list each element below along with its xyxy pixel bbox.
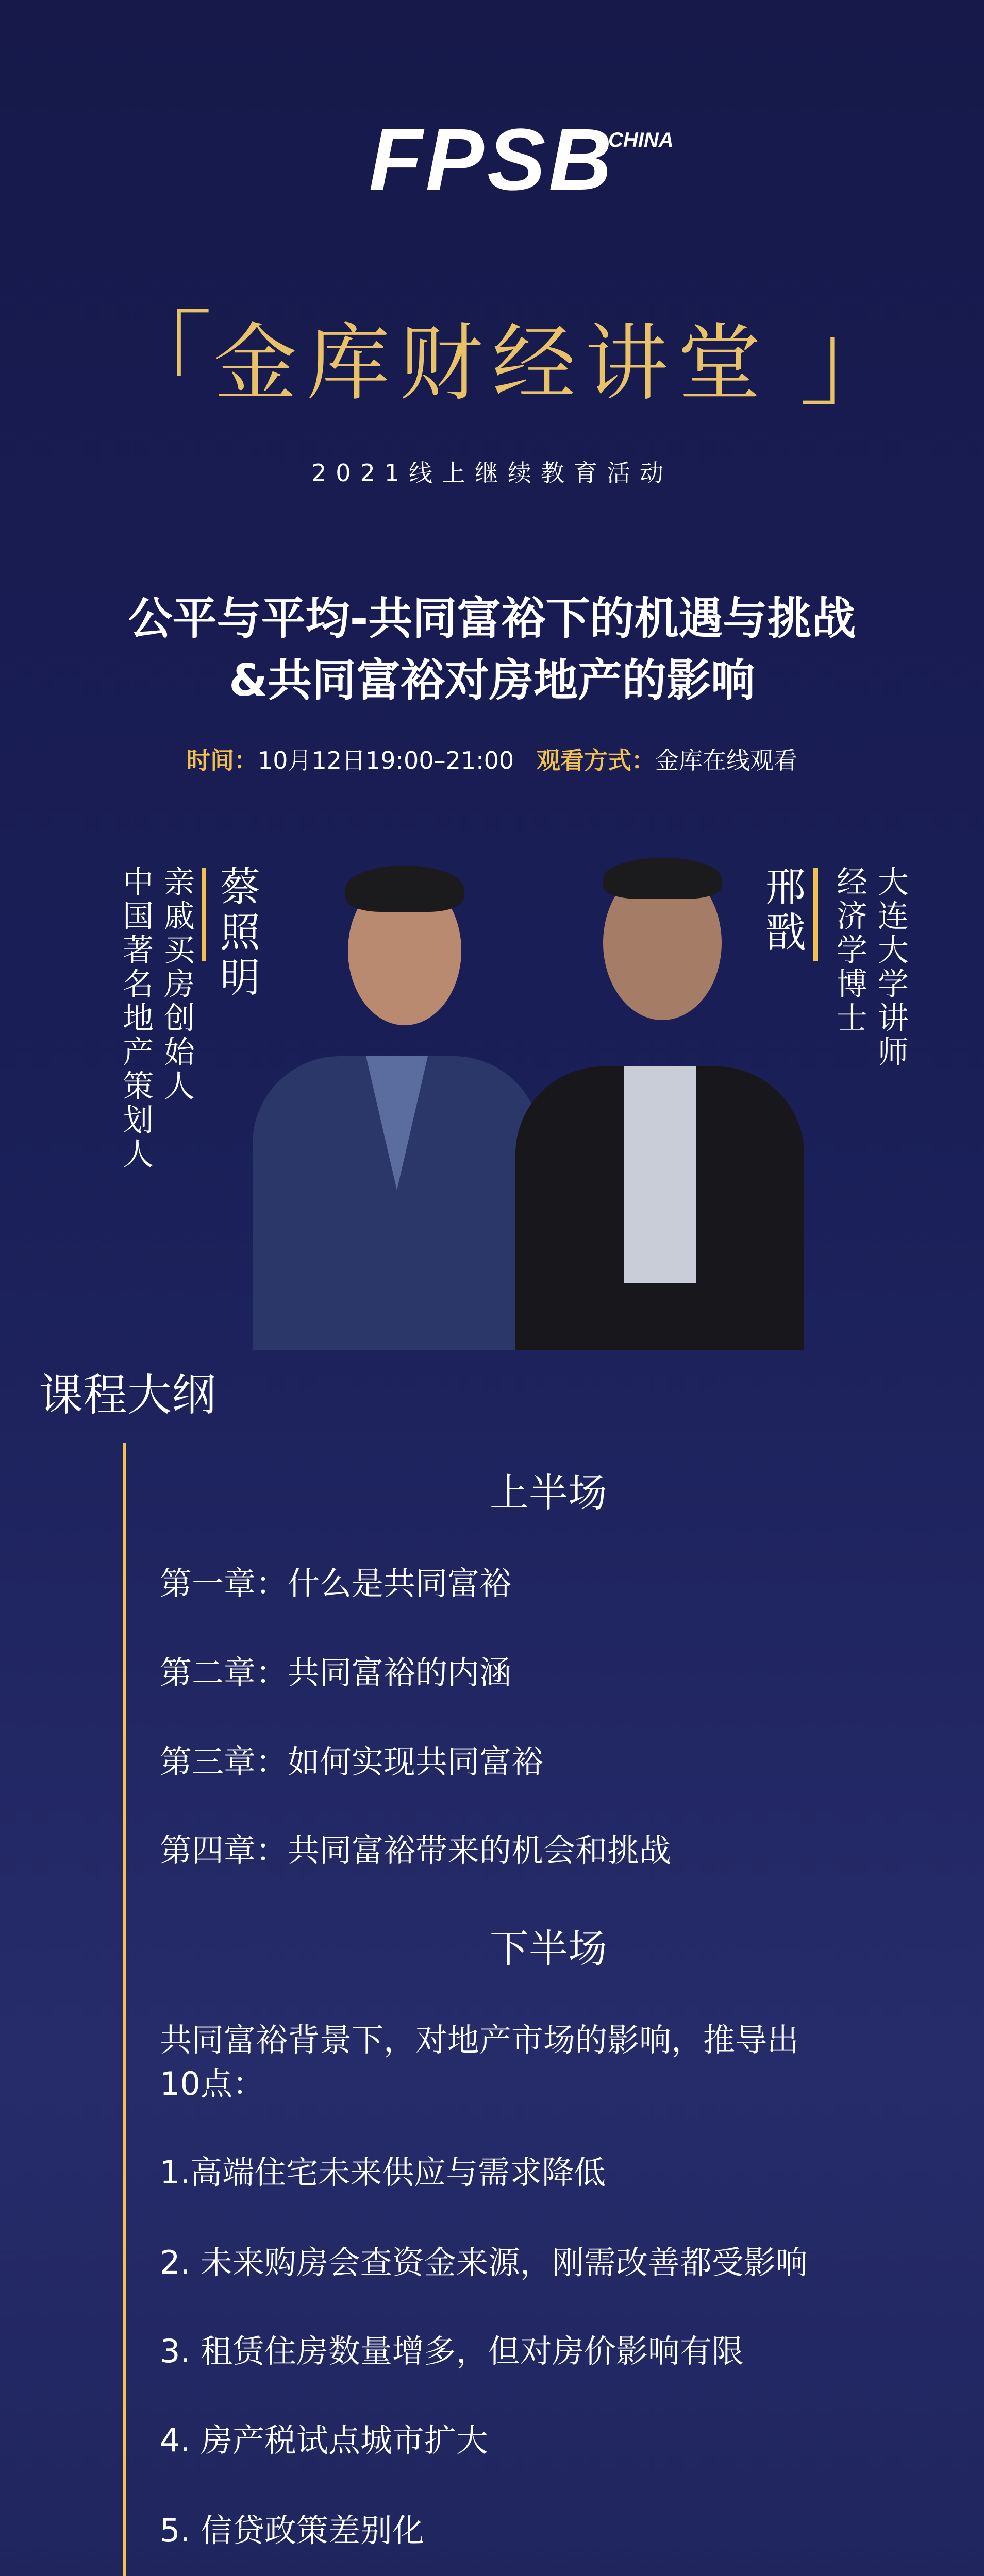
time-value: 10月12日19:00–21:00 [257, 747, 514, 774]
outline-point: 4. 房产税试点城市扩大 [160, 2421, 488, 2459]
speaker-2-title-line1: 大连大学讲师 [873, 866, 909, 1070]
outline-item: 第二章：共同富裕的内涵 [160, 1654, 512, 1691]
outline-timeline-vertical [123, 1443, 126, 2576]
bracket-left: 「 [109, 300, 213, 420]
watch-label: 观看方式： [537, 747, 656, 774]
speaker-1-title-line1: 亲戚买房创始人 [159, 866, 195, 1104]
outline-second-half-heading: 下半场 [490, 1926, 607, 1972]
logo-china-label: CHINA [608, 129, 674, 151]
lecture-title-line2: &共同富裕对房地产的影响 [229, 655, 755, 706]
outline-intro-line2: 10点： [160, 2065, 264, 2103]
event-subtitle: 2021线上继续教育活动 [311, 459, 673, 487]
time-and-watch-info [0, 742, 984, 776]
speaker-1-hair [345, 866, 464, 912]
outline-first-half-heading: 上半场 [490, 1470, 607, 1516]
lecture-title-line1: 公平与平均-共同富裕下的机遇与挑战 [128, 593, 856, 645]
speaker-1-name: 蔡照明 [213, 866, 260, 1002]
brand-title: 金库财经讲堂 [213, 315, 771, 412]
watch-value: 金库在线观看 [655, 747, 798, 774]
fpsb-logo: FPSB [369, 111, 615, 209]
outline-point: 1.高端住宅未来供应与需求降低 [160, 2154, 606, 2191]
outline-item: 第一章：什么是共同富裕 [160, 1565, 512, 1602]
speaker-2-hair [603, 858, 722, 899]
speaker-2-divider [813, 868, 818, 961]
outline-item: 第四章：共同富裕带来的机会和挑战 [160, 1832, 672, 1869]
outline-point: 2. 未来购房会查资金来源，刚需改善都受影响 [160, 2244, 808, 2281]
outline-heading: 课程大纲 [39, 1369, 216, 1421]
speakers-photo [247, 835, 804, 1350]
speaker-1-divider [202, 868, 206, 961]
outline-point: 5. 信贷政策差别化 [160, 2512, 424, 2549]
outline-point: 3. 租赁住房数量增多，但对房价影响有限 [160, 2332, 744, 2370]
speaker-2-title-line2: 经济学博士 [831, 866, 868, 1036]
speaker-2-shirt [624, 1066, 696, 1283]
time-label: 时间： [186, 747, 258, 774]
bracket-right: 」 [799, 300, 903, 420]
speaker-1-title-line2: 中国著名地产策划人 [118, 866, 154, 1172]
outline-intro-line1: 共同富裕背景下，对地产市场的影响，推导出 [160, 2021, 799, 2059]
outline-item: 第三章：如何实现共同富裕 [160, 1743, 544, 1781]
speaker-2-name: 邢戬 [759, 866, 805, 956]
